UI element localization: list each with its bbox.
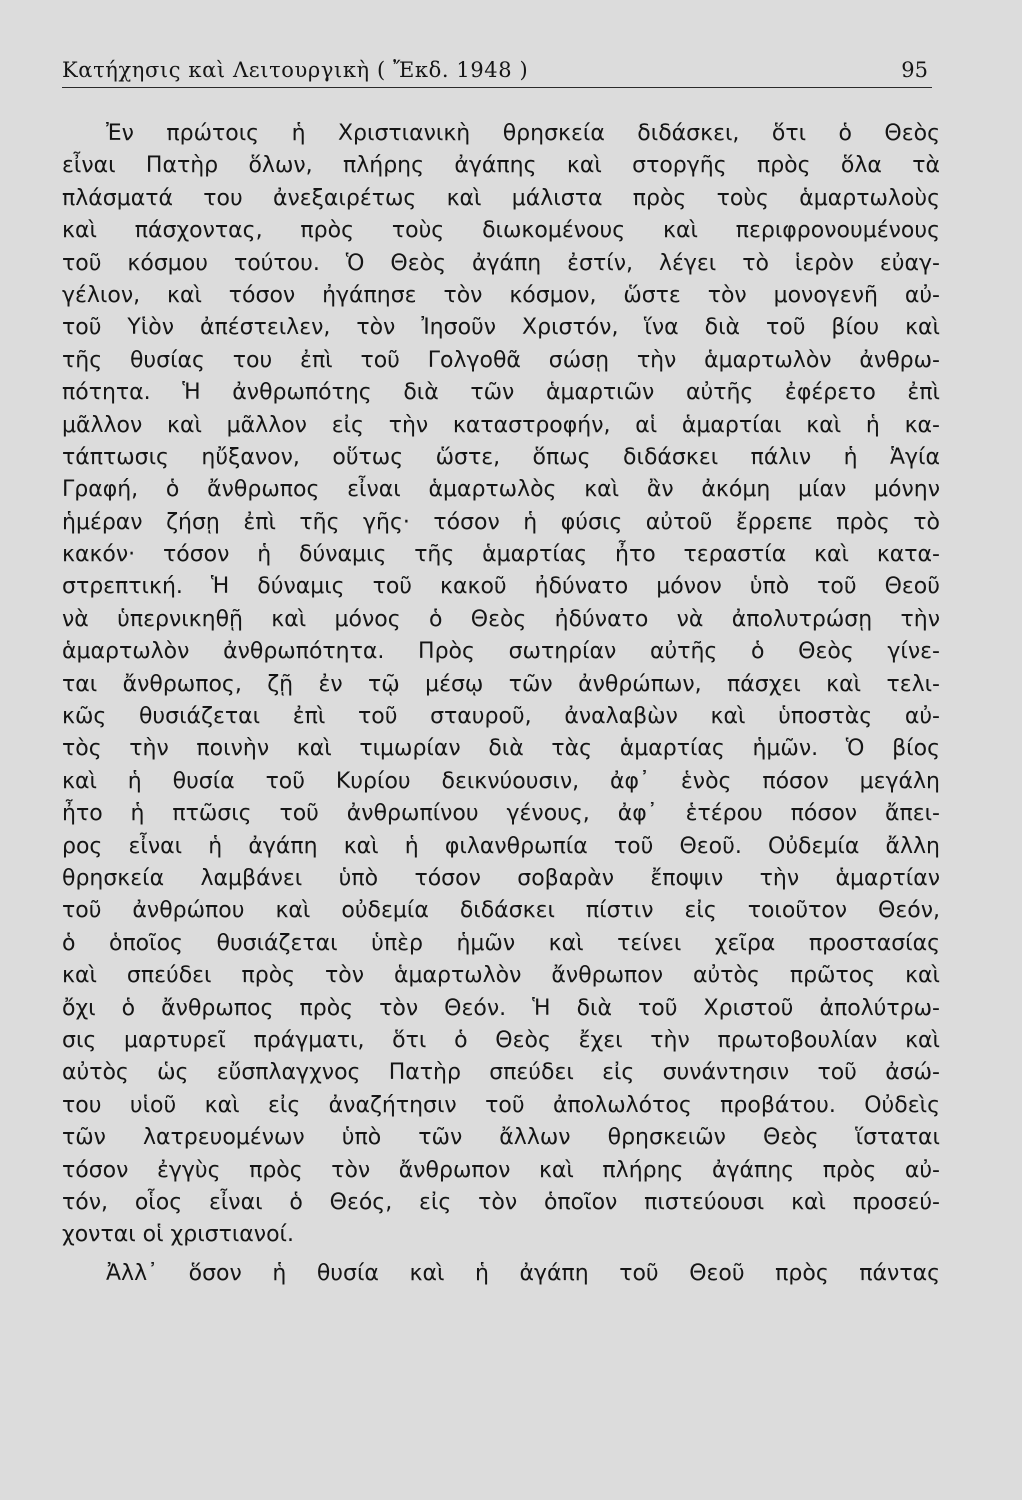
text-line: εἶναι Πατὴρ ὅλων, πλήρης ἀγάπης καὶ στοργῆς πρὸς ὅλα τὰ: [62, 153, 940, 179]
text-line: χονται οἱ χριστιανοί.: [62, 1222, 294, 1248]
text-line: ἁμαρτωλὸν ἀνθρωπότητα. Πρὸς σωτηρίαν αὐτῆς ὁ Θεὸς γίνε-: [62, 639, 940, 665]
text-line: τὸς τὴν ποινὴν καὶ τιμωρίαν διὰ τὰς ἁμαρτίας ἡμῶν. Ὁ βίος: [62, 736, 940, 762]
running-head: [62, 55, 932, 88]
text-line: στρεπτική. Ἡ δύναμις τοῦ κακοῦ ἠδύνατο μόνον ὑπὸ τοῦ Θεοῦ: [62, 574, 940, 600]
text-line: τάπτωσις ηὔξανον, οὕτως ὥστε, ὅπως διδάσκει πάλιν ἡ Ἁγία: [62, 444, 940, 470]
text-line: ρος εἶναι ἡ ἀγάπη καὶ ἡ φιλανθρωπία τοῦ Θεοῦ. Οὐδεμία ἄλλη: [62, 833, 940, 859]
text-line: θρησκεία λαμβάνει ὑπὸ τόσον σοβαρὰν ἔποψιν τὴν ἁμαρτίαν: [62, 865, 940, 891]
text-line: Γραφή, ὁ ἄνθρωπος εἶναι ἁμαρτωλὸς καὶ ἂν ἀκόμη μίαν μόνην: [62, 477, 940, 503]
text-line: γέλιον, καὶ τόσον ἠγάπησε τὸν κόσμον, ὥστε τὸν μονογενῆ αὐ-: [62, 282, 940, 308]
text-line: καὶ σπεύδει πρὸς τὸν ἁμαρτωλὸν ἄνθρωπον αὐτὸς πρῶτος καὶ: [62, 963, 940, 989]
text-line: τῆς θυσίας του ἐπὶ τοῦ Γολγοθᾶ σώσῃ τὴν ἁμαρτωλὸν ἀνθρω-: [62, 347, 940, 373]
body-text: [62, 118, 940, 1290]
text-line: ὁ ὁποῖος θυσιάζεται ὑπὲρ ἡμῶν καὶ τείνει χεῖρα προστασίας: [62, 930, 940, 956]
text-line: καὶ ἡ θυσία τοῦ Κυρίου δεικνύουσιν, ἀφ᾽ ἑνὸς πόσον μεγάλη: [62, 768, 940, 794]
text-line: του υἱοῦ καὶ εἰς ἀναζήτησιν τοῦ ἀπολωλότος προβάτου. Οὐδεὶς: [62, 1092, 940, 1118]
text-line: ἦτο ἡ πτῶσις τοῦ ἀνθρωπίνου γένους, ἀφ᾽ ἑτέρου πόσον ἄπει-: [62, 801, 940, 827]
text-line: καὶ πάσχοντας, πρὸς τοὺς διωκομένους καὶ περιφρονουμένους: [62, 218, 940, 244]
text-line: σις μαρτυρεῖ πράγματι, ὅτι ὁ Θεὸς ἔχει τὴν πρωτοβουλίαν καὶ: [62, 1027, 940, 1053]
text-line: πλάσματά του ἀνεξαιρέτως καὶ μάλιστα πρὸς τοὺς ἁμαρτωλοὺς: [62, 185, 940, 211]
text-line: ται ἄνθρωπος, ζῇ ἐν τῷ μέσῳ τῶν ἀνθρώπων, πάσχει καὶ τελι-: [62, 671, 940, 697]
text-line: αὐτὸς ὡς εὔσπλαγχνος Πατὴρ σπεύδει εἰς συνάντησιν τοῦ ἀσώ-: [62, 1060, 940, 1086]
text-line: Ἐν πρώτοις ἡ Χριστιανικὴ θρησκεία διδάσκει, ὅτι ὁ Θεὸς: [106, 121, 940, 146]
text-line: τόσον ἐγγὺς πρὸς τὸν ἄνθρωπον καὶ πλήρης ἀγάπης πρὸς αὐ-: [62, 1157, 940, 1183]
text-line: τοῦ κόσμου τούτου. Ὁ Θεὸς ἀγάπη ἐστίν, λέγει τὸ ἱερὸν εὐαγ-: [62, 250, 940, 276]
text-line: Ἀλλ᾽ ὅσον ἡ θυσία καὶ ἡ ἀγάπη τοῦ Θεοῦ πρὸς πάντας: [106, 1260, 940, 1286]
text-line: τοῦ Υἱὸν ἀπέστειλεν, τὸν Ἰησοῦν Χριστόν, ἵνα διὰ τοῦ βίου καὶ: [62, 315, 940, 341]
text-line: μᾶλλον καὶ μᾶλλον εἰς τὴν καταστροφήν, αἱ ἁμαρτίαι καὶ ἡ κα-: [62, 412, 940, 438]
text-line: τῶν λατρευομένων ὑπὸ τῶν ἄλλων θρησκειῶν Θεὸς ἵσταται: [62, 1125, 940, 1151]
text-line: ἡμέραν ζήσῃ ἐπὶ τῆς γῆς· τόσον ἡ φύσις αὐτοῦ ἔρρεπε πρὸς τὸ: [62, 509, 940, 535]
text-line: πότητα. Ἡ ἀνθρωπότης διὰ τῶν ἁμαρτιῶν αὐτῆς ἐφέρετο ἐπὶ: [62, 380, 940, 406]
text-line: ὄχι ὁ ἄνθρωπος πρὸς τὸν Θεόν. Ἡ διὰ τοῦ Χριστοῦ ἀπολύτρω-: [62, 995, 940, 1021]
running-head-title: Κατήχησις καὶ Λειτουργικὴ ( Ἔκδ. 1948 ): [62, 58, 529, 82]
page-number: 95: [901, 58, 928, 82]
text-line: νὰ ὑπερνικηθῇ καὶ μόνος ὁ Θεὸς ἠδύνατο νὰ ἀπολυτρώσῃ τὴν: [62, 606, 940, 632]
text-line: κῶς θυσιάζεται ἐπὶ τοῦ σταυροῦ, ἀναλαβὼν καὶ ὑποστὰς αὐ-: [62, 704, 940, 730]
text-line: τοῦ ἀνθρώπου καὶ οὐδεμία διδάσκει πίστιν εἰς τοιοῦτον Θεόν,: [62, 898, 940, 924]
text-line: κακόν· τόσον ἡ δύναμις τῆς ἁμαρτίας ἦτο τεραστία καὶ κατα-: [62, 542, 940, 568]
text-line: τόν, οἷος εἶναι ὁ Θεός, εἰς τὸν ὁποῖον πιστεύουσι καὶ προσεύ-: [62, 1189, 940, 1215]
